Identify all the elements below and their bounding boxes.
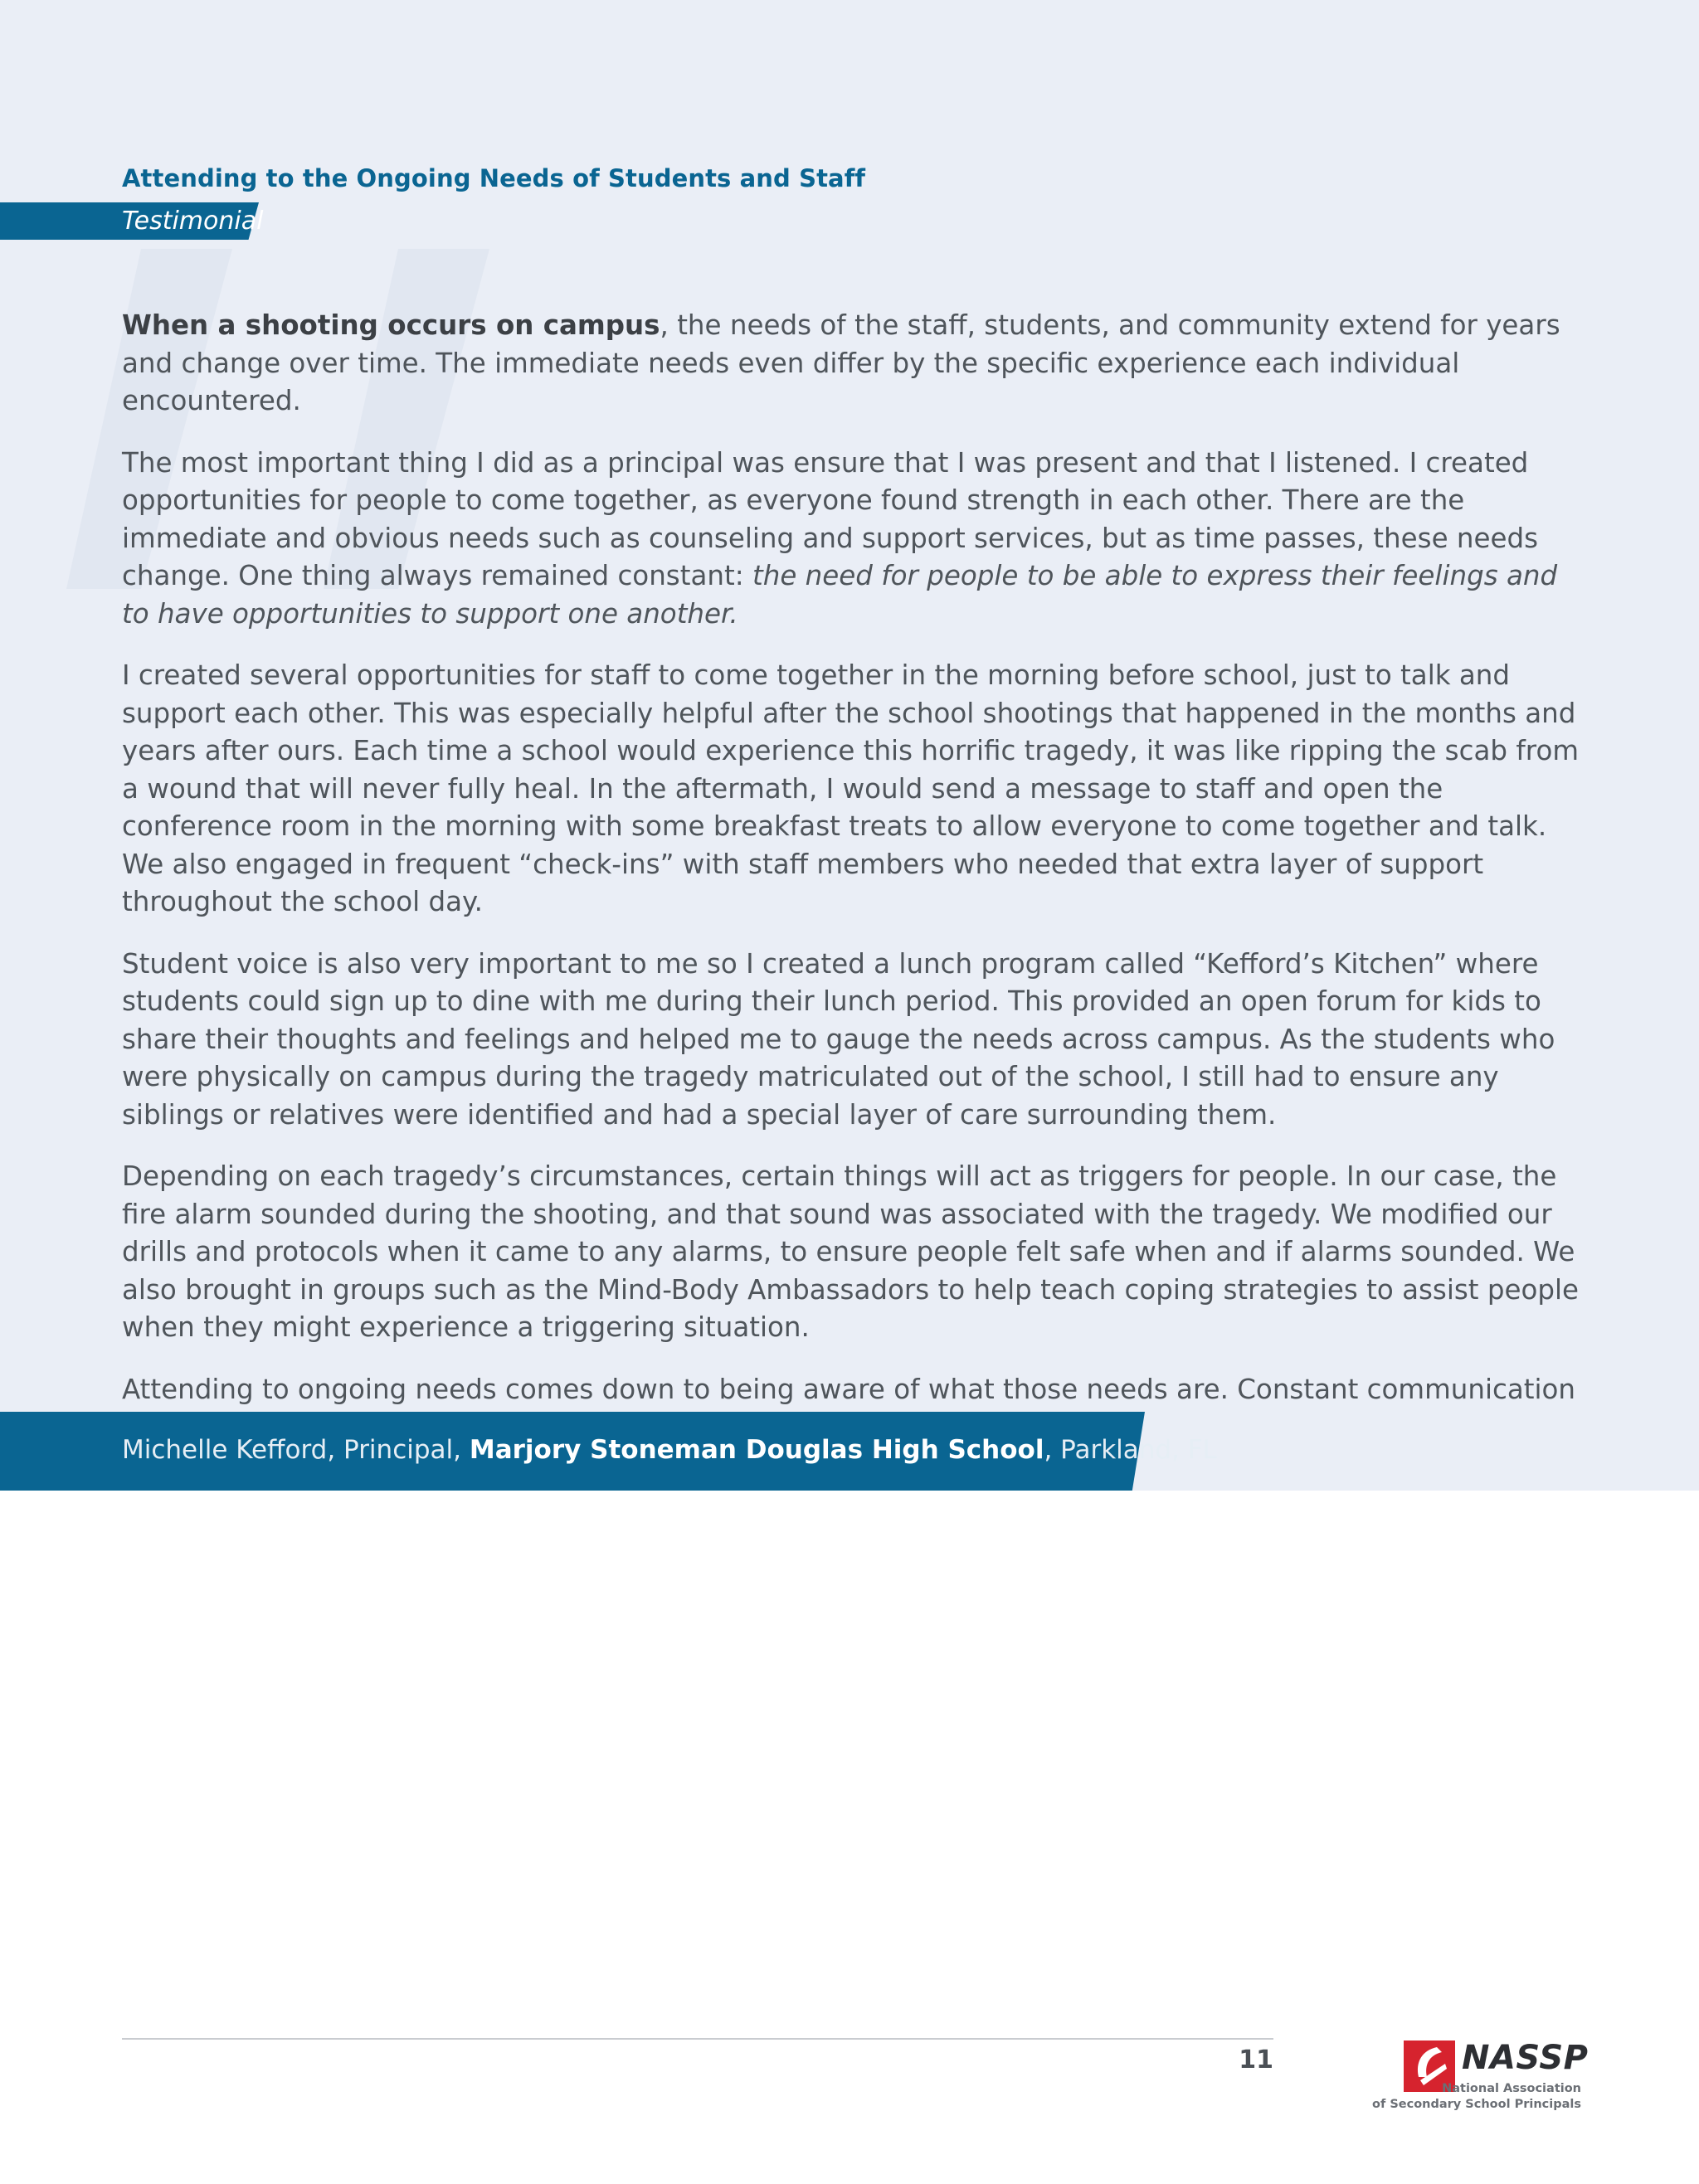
paragraph-5: Depending on each tragedy’s circumstances, certain things will act as triggers for people. In our case, the fire alarm sounded during the shooting, and that sound was associated with the tragedy. We modified our drills and protocols when it came to any alarms, to ensure people felt safe when and if alarms sounded. We also brought in groups such as the Mind-Body Ambassadors to help teach coping strategies to assist people when they might experience a triggering situation. <box>122 1160 1580 1343</box>
page-number: 11 <box>1239 2045 1273 2075</box>
attribution-location: , Parkland, FL <box>1044 1435 1217 1465</box>
footer-divider <box>122 2038 1273 2040</box>
attribution-person: Michelle Kefford, Principal, <box>122 1435 470 1465</box>
attribution-school: Marjory Stoneman Douglas High School <box>469 1435 1044 1465</box>
paragraph-1: When a shooting occurs on campus, the needs of the staff, students, and community extend for years and change over time. The immediate needs even differ by the specific experience each individual encountered. <box>122 309 1560 416</box>
italic-emphasis: the need for people to be able to express their feelings and to have opportunities to support one another. <box>122 560 1558 630</box>
logo-tagline-line1: National Association <box>1442 2082 1581 2095</box>
paragraph-3: I created several opportunities for staff to come together in the morning before school, just to talk and support each other. This was especially helpful after the school shootings that happened in the months and years after ours. Each time a school would experience this horrific tragedy, it was like ripping the scab from a wound that will never fully heal. In the aftermath, I would send a message to staff and open the conference room in the morning with some breakfast treats to allow everyone to come together and talk. We also engaged in frequent “check-ins” with staff members who needed that extra layer of support throughout the school day. <box>122 659 1579 917</box>
nassp-logo <box>1372 2039 1589 2113</box>
testimonial-body <box>122 307 1582 1471</box>
attribution <box>122 1435 1217 1465</box>
logo-tagline-line2: of Secondary School Principals <box>1372 2098 1581 2111</box>
paragraph-6: Attending to ongoing needs comes down to being aware of what those needs are. Constant communication <box>122 1373 1576 1405</box>
lead-bold-phrase: When a shooting occurs on campus <box>122 309 660 341</box>
paragraph-2: The most important thing I did as a principal was ensure that I was present and that I listened. I created opportunities for people to come together, as everyone found strength in each other. There are the immediate and obvious needs such as counseling and support services, but as time passes, these needs change. One thing always remained constant: the need for people to be able to express their feelings and to have opportunities to support one another. <box>122 446 1558 630</box>
section-heading: Attending to the Ongoing Needs of Students and Staff <box>122 164 866 192</box>
logo-wordmark: NASSP <box>1462 2039 1589 2077</box>
paragraph-4: Student voice is also very important to me so I created a lunch program called “Kefford’s Kitchen” where students could sign up to dine with me during their lunch period. This provided an open forum for kids to share their thoughts and feelings and helped me to gauge the needs across campus. As the students who were physically on campus during the tragedy matriculated out of the school, I still had to ensure any siblings or relatives were identified and had a special layer of care surrounding them. <box>122 947 1555 1131</box>
section-subheading: Testimonial <box>122 207 264 236</box>
